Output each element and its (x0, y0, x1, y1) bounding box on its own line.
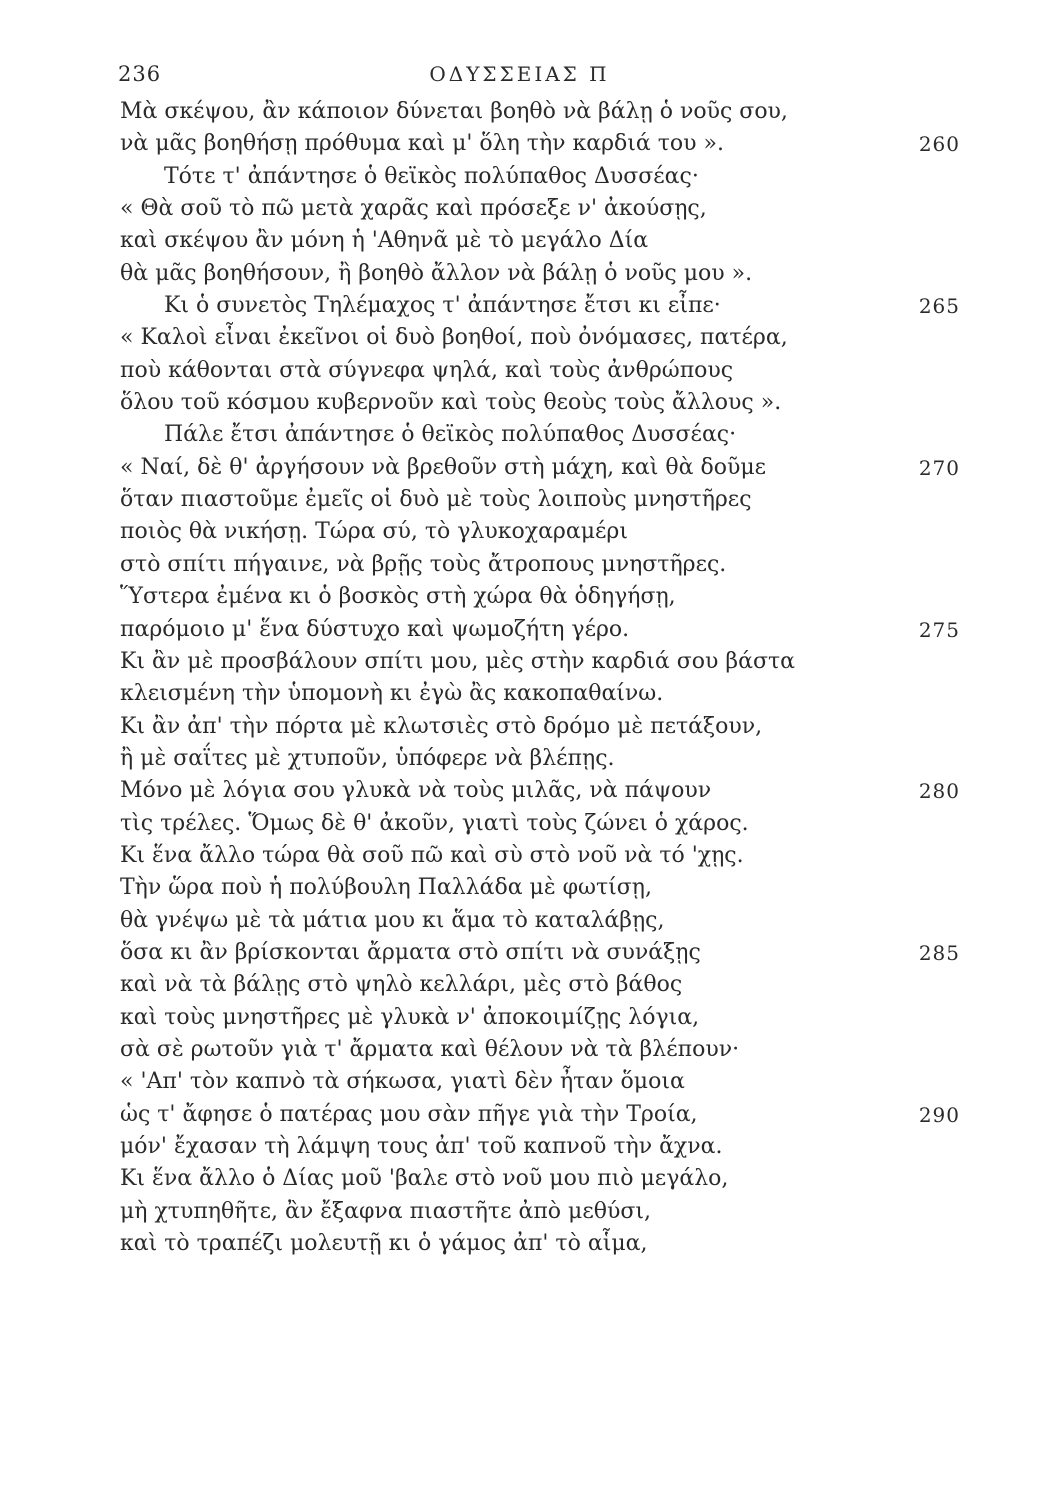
verse-text: νὰ μᾶς βοηθήσῃ πρόθυμα καὶ μ' ὅλη τὴν καρδιά του ». (120, 131, 725, 157)
verse-line (120, 808, 960, 840)
verse-text: ποιὸς θὰ νικήσῃ. Τώρα σύ, τὸ γλυκοχαραμέρι (120, 519, 628, 545)
verse-text: κλεισμένη τὴν ὑπομονὴ κι ἐγὼ ἂς κακοπαθαίνω. (120, 681, 664, 707)
verse-line (120, 614, 960, 646)
verse-text: « Καλοὶ εἶναι ἐκεῖνοι οἱ δυὸ βοηθοί, ποὺ ὀνόμασες, πατέρα, (120, 325, 788, 351)
verse-text: Κι ἂν μὲ προσβάλουν σπίτι μου, μὲς στὴν καρδιά σου βάστα (120, 648, 795, 674)
verse-line (120, 419, 960, 451)
verse-text: Τότε τ' ἀπάντησε ὁ θεϊκὸς πολύπαθος Δυσσέας· (164, 163, 699, 189)
verse-text: παρόμοιο μ' ἕνα δύστυχο καὶ ψωμοζήτη γέρο. (120, 616, 630, 642)
verse-line (120, 225, 960, 257)
verse-line-number: 260 (918, 132, 960, 157)
verse-line-number: 285 (918, 940, 960, 965)
verse-text: ὡς τ' ἄφησε ὁ πατέρας μου σὰν πῆγε γιὰ τὴν Τροία, (120, 1101, 698, 1127)
verse-line (120, 711, 960, 743)
verse-line-number: 275 (918, 617, 960, 642)
verse-text: καὶ σκέψου ἂν μόνη ἡ 'Αθηνᾶ μὲ τὸ μεγάλο Δία (120, 228, 649, 254)
verse-line (120, 516, 960, 548)
verse-text: θὰ γνέψω μὲ τὰ μάτια μου κι ἅμα τὸ καταλάβῃς, (120, 907, 665, 933)
verse-line (120, 96, 960, 128)
verse-line (120, 678, 960, 710)
verse-line-number: 290 (918, 1102, 960, 1127)
verse-text: καὶ τοὺς μνηστῆρες μὲ γλυκὰ ν' ἀποκοιμίζῃς λόγια, (120, 1004, 700, 1030)
verse-text: ὅλου τοῦ κόσμου κυβερνοῦν καὶ τοὺς θεοὺς τοὺς ἄλλους ». (120, 390, 782, 416)
verse-text: Μὰ σκέψου, ἂν κάποιον δύνεται βοηθὸ νὰ βάλῃ ὁ νοῦς σου, (120, 99, 788, 124)
verse-line (120, 484, 960, 516)
verse-line (120, 161, 960, 193)
verse-line (120, 937, 960, 969)
verse-text: Πάλε ἔτσι ἀπάντησε ὁ θεϊκὸς πολύπαθος Δυσσέας· (164, 422, 737, 448)
verse-line (120, 290, 960, 322)
verse-line (120, 193, 960, 225)
verse-line (120, 969, 960, 1001)
verse-line (120, 905, 960, 937)
verse-line (120, 1228, 960, 1260)
verse-text: « 'Απ' τὸν καπνὸ τὰ σήκωσα, γιατὶ δὲν ἦταν ὅμοια (120, 1069, 685, 1095)
verse-text: μὴ χτυπηθῆτε, ἂν ἔξαφνα πιαστῆτε ἀπὸ μεθύσι, (120, 1198, 651, 1224)
verse-line (120, 355, 960, 387)
verse-line (120, 1034, 960, 1066)
verse-text: Κι ἕνα ἄλλο ὁ Δίας μοῦ 'βαλε στὸ νοῦ μου πιὸ μεγάλο, (120, 1166, 729, 1192)
verse-line (120, 743, 960, 775)
verse-text: « Ναί, δὲ θ' ἀργήσουν νὰ βρεθοῦν στὴ μάχη, καὶ θὰ δοῦμε (120, 454, 767, 480)
verse-line (120, 258, 960, 290)
verse-text: Τὴν ὥρα ποὺ ἡ πολύβουλη Παλλάδα μὲ φωτίσῃ, (120, 875, 652, 901)
verse-text: σὰ σὲ ρωτοῦν γιὰ τ' ἄρματα καὶ θέλουν νὰ τὰ βλέπουν· (120, 1036, 740, 1062)
verse-text: ὅσα κι ἂν βρίσκονται ἄρματα στὸ σπίτι νὰ συνάξῃς (120, 939, 701, 965)
verse-text: Κι ἕνα ἄλλο τώρα θὰ σοῦ πῶ καὶ σὺ στὸ νοῦ νὰ τό 'χῃς. (120, 842, 744, 868)
verse-line (120, 1099, 960, 1131)
verse-text: ποὺ κάθονται στὰ σύγνεφα ψηλά, καὶ τοὺς ἀνθρώπους (120, 357, 734, 383)
verse-line-number: 265 (918, 294, 960, 319)
verse-text: « Θὰ σοῦ τὸ πῶ μετὰ χαρᾶς καὶ πρόσεξε ν' ἀκούσῃς, (120, 196, 707, 222)
verse-line (120, 128, 960, 160)
verse-text: μόν' ἔχασαν τὴ λάμψη τους ἀπ' τοῦ καπνοῦ τὴν ἄχνα. (120, 1134, 723, 1159)
verse-line (120, 387, 960, 419)
verse-line (120, 646, 960, 678)
verse-text: τὶς τρέλες. Ὅμως δὲ θ' ἀκοῦν, γιατὶ τοὺς ζώνει ὁ χάρος. (120, 810, 749, 836)
verse-text: ἢ μὲ σαΐτες μὲ χτυποῦν, ὑπόφερε νὰ βλέπῃς. (120, 745, 615, 771)
verse-line (120, 872, 960, 904)
verse-line (120, 840, 960, 872)
verse-line (120, 581, 960, 613)
verse-line (120, 1002, 960, 1034)
verse-text: καὶ τὸ τραπέζι μολευτῇ κι ὁ γάμος ἀπ' τὸ αἷμα, (120, 1231, 648, 1257)
page-number: 236 (118, 62, 162, 86)
verse-text: Μόνο μὲ λόγια σου γλυκὰ νὰ τοὺς μιλᾶς, νὰ πάψουν (120, 778, 712, 804)
verse-line-number: 270 (918, 455, 960, 480)
verse-text: ὅταν πιαστοῦμε ἐμεῖς οἱ δυὸ μὲ τοὺς λοιποὺς μνηστῆρες (120, 487, 752, 513)
verse-text: καὶ νὰ τὰ βάλῃς στὸ ψηλὸ κελλάρι, μὲς στὸ βάθος (120, 972, 683, 998)
verse-text: Κι ὁ συνετὸς Τηλέμαχος τ' ἀπάντησε ἔτσι κι εἶπε· (164, 293, 721, 319)
verse-line (120, 1131, 960, 1163)
running-title: ΟΔΥΣΣΕΙΑΣ Π (429, 62, 610, 86)
verse-text: θὰ μᾶς βοηθήσουν, ἢ βοηθὸ ἄλλον νὰ βάλῃ ὁ νοῦς μου ». (120, 260, 753, 286)
verse-text: Κι ἂν ἀπ' τὴν πόρτα μὲ κλωτσιὲς στὸ δρόμο μὲ πετάξουν, (120, 713, 763, 739)
verse-line (120, 452, 960, 484)
verse-line (120, 1163, 960, 1195)
verse-line (120, 322, 960, 354)
verse-line (120, 1196, 960, 1228)
verse-text: Ὕστερα ἐμένα κι ὁ βοσκὸς στὴ χώρα θὰ ὁδηγήσῃ, (120, 584, 676, 610)
verse-line-number: 280 (918, 779, 960, 804)
verse-text: στὸ σπίτι πήγαινε, νὰ βρῇς τοὺς ἄτροπους μνηστῆρες. (120, 551, 727, 577)
verse-line (120, 549, 960, 581)
verse-line (120, 775, 960, 807)
verse-block (120, 96, 960, 1260)
verse-line (120, 1066, 960, 1098)
